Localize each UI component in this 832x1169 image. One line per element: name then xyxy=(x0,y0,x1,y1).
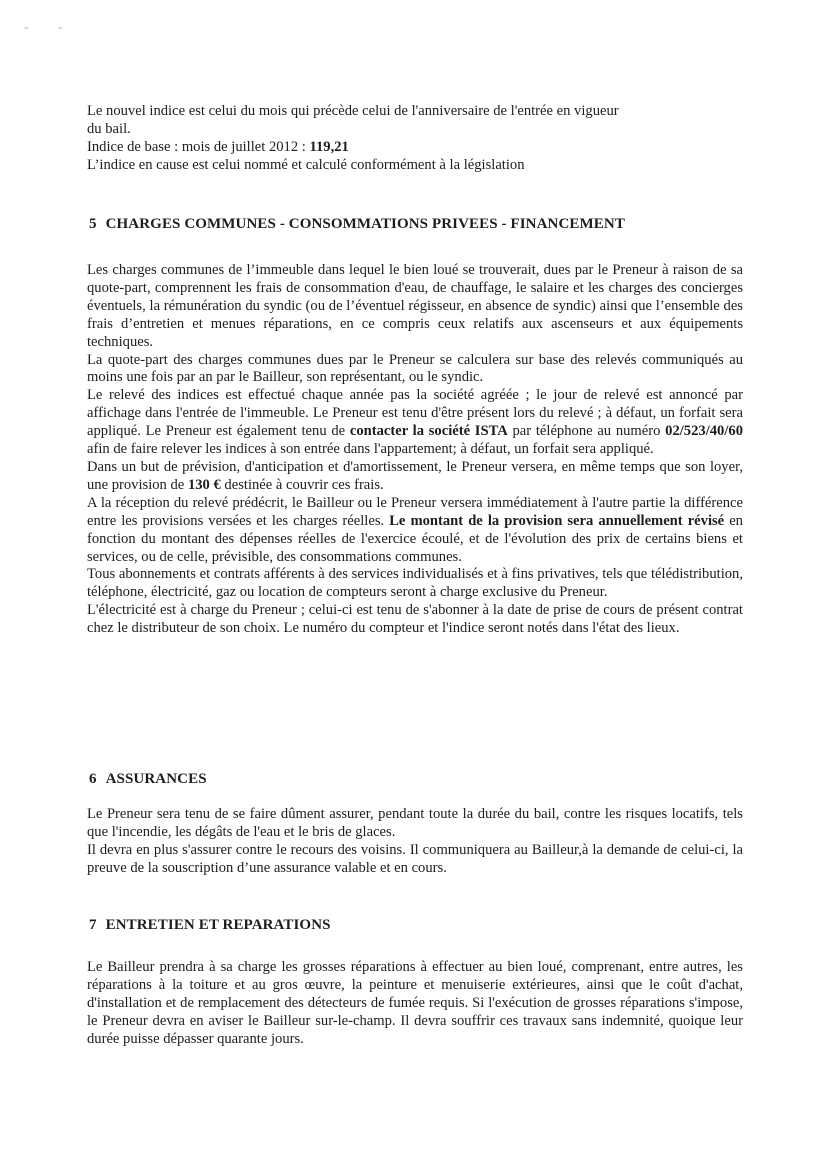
scan-mark: - xyxy=(58,20,63,35)
section-5-heading: 5 CHARGES COMMUNES - CONSOMMATIONS PRIVEES - FINANCEMENT xyxy=(89,216,625,232)
ista-phone: 02/523/40/60 xyxy=(665,423,743,440)
section-5-paragraph: Tous abonnements et contrats afférents à des services individualisés et à fins privatives, tels que télédistribution, téléphone, électricité, gaz ou location de compteurs seront à charge exclusive du Preneur. xyxy=(87,566,743,601)
section-5-paragraph: Les charges communes de l’immeuble dans lequel le bien loué se trouverait, dues par le Preneur à raison de sa quote-part, comprennent les frais de consommation d'eau, de chauffage, le salaire et les charges des concierges éventuels, la rémunération du syndic (ou de l’éventuel régisseur, en absence de syndic) ainsi que l’ensemble des frais d’entretien et menues réparations, en ce compris ceux relatifs aux ascenseurs et aux équipements techniques. xyxy=(87,262,743,350)
section-6-paragraph: Le Preneur sera tenu de se faire dûment assurer, pendant toute la durée du bail, contre les risques locatifs, tels que l'incendie, les dégâts de l'eau et le bris de glaces. xyxy=(87,806,743,840)
index-legislation: L’indice en cause est celui nommé et calculé conformément à la législation xyxy=(87,156,525,173)
scan-mark: - xyxy=(24,20,29,35)
provision-amount: 130 € xyxy=(187,476,221,493)
section-6-body xyxy=(87,806,743,878)
section-5-paragraph: Dans un but de prévision, d'anticipation et d'amortissement, le Preneur versera, en même temps que son loyer, une provision de 130 € destinée à couvrir ces frais. xyxy=(87,458,743,493)
section-7-paragraph: Le Bailleur prendra à sa charge les grosses réparations à effectuer au bien loué, comprenant, entre autres, les réparations à la toiture et au gros œuvre, la peinture et menuiserie extérieures, ainsi que le coût d'achat, d'installation et de remplacement des détecteurs de fumée requis. Si l'exécution de grosses réparations s'impose, le Preneur devra en aviser le Bailleur sur-le-champ. Il devra souffrir ces travaux sans indemnité, quoique leur durée puisse dépasser quarante jours. xyxy=(87,959,743,1047)
provision-revision: Le montant de la provision sera annuellement révisé xyxy=(389,512,725,529)
index-block xyxy=(87,103,743,175)
index-base-value: 119,21 xyxy=(309,138,349,155)
ista-contact: contacter la société ISTA xyxy=(349,423,508,440)
section-5-body xyxy=(87,262,743,638)
section-7-heading: 7 ENTRETIEN ET REPARATIONS xyxy=(89,917,331,933)
section-5-paragraph: La quote-part des charges communes dues par le Preneur se calculera sur base des relevés communiqués au moins une fois par an par le Bailleur, son représentant, ou le syndic. xyxy=(87,351,743,386)
index-base: Indice de base : mois de juillet 2012 : 119,21 xyxy=(87,138,349,155)
section-5-paragraph: L'électricité est à charge du Preneur ; celui-ci est tenu de s'abonner à la date de prise de cours de présent contrat chez le distributeur de son choix. Le numéro du compteur et l'indice seront notés dans l'état des lieux. xyxy=(87,602,743,637)
index-line: Le nouvel indice est celui du mois qui précède celui de l'anniversaire de l'entrée en vigueur du bail. xyxy=(87,103,619,137)
section-7-body xyxy=(87,959,743,1049)
section-5-paragraph: A la réception du relevé prédécrit, le Bailleur ou le Preneur versera immédiatement à l'autre partie la différence entre les provisions versées et les charges réelles. Le montant de la provision sera annuellement révisé en fonction du montant des dépenses réelles de l'exercice écoulé, et de l'évolution des prix de certains biens et services, ou de celle, prévisible, des consommations communes. xyxy=(87,494,743,565)
section-6-heading: 6 ASSURANCES xyxy=(89,771,207,787)
section-6-paragraph: Il devra en plus s'assurer contre le recours des voisins. Il communiquera au Bailleur,à la demande de celui-ci, la preuve de la souscription d’une assurance valable et en cours. xyxy=(87,841,743,876)
section-5-paragraph: Le relevé des indices est effectué chaque année pas la société agréée ; le jour de relevé est annoncé par affichage dans l'entrée de l'immeuble. Le Preneur est tenu d'être présent lors du relevé ; à défaut, un forfait sera appliqué. Le Preneur est également tenu de contacter la société ISTA par téléphone au numéro 02/523/40/60 afin de faire relever les indices à son entrée dans l'appartement; à défaut, un forfait sera appliqué. xyxy=(87,387,743,458)
